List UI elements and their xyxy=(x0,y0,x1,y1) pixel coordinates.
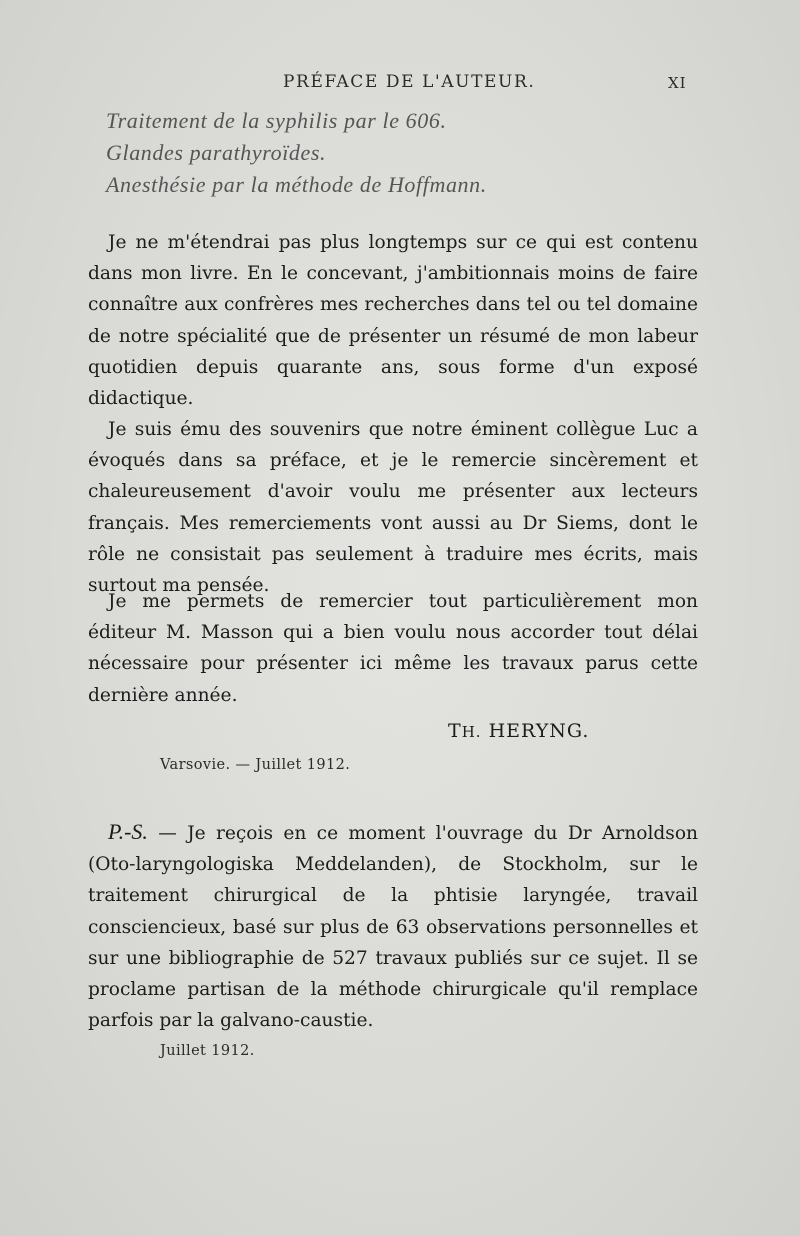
running-head xyxy=(0,72,800,98)
signature-initial: T xyxy=(448,720,462,742)
dateline: Varsovie. — Juillet 1912. xyxy=(160,757,351,773)
running-title: PRÉFACE DE L'AUTEUR. xyxy=(283,72,536,92)
postscript-text: — Je reçois en ce moment l'ouvrage du Dr Arnoldson (Oto-laryngologiska Meddelanden), de Stockholm, sur le traitement chirurgical de la phtisie laryngée, travail consciencieux, basé sur plus de 63 observations personnelles et sur une bibliographie de 527 travaux publiés sur ce sujet. Il se proclame partisan de la méthode chirurgicale qu'il remplace parfois par la galvano-caustie. xyxy=(88,823,698,1032)
signature-name: HERYNG. xyxy=(488,720,590,742)
paragraph: Je suis ému des souvenirs que notre éminent collègue Luc a évoqués dans sa préface, et je le remercie sincèrement et chaleureusement d'avoir voulu me présenter aux lecteurs français. Mes remerciements vont aussi au Dr Siems, dont le rôle ne consistait pas seulement à traduire mes écrits, mais surtout ma pensée. xyxy=(88,419,698,597)
signature xyxy=(448,720,589,742)
postscript-label: P.-S. xyxy=(108,819,148,844)
signature-initial-small: H. xyxy=(461,723,482,741)
page-number: XI xyxy=(668,74,687,92)
postscript xyxy=(88,816,698,1036)
topic-line: Anesthésie par la méthode de Hoffmann. xyxy=(106,172,487,197)
topic-line: Glandes parathyroïdes. xyxy=(106,140,327,165)
postscript-date: Juillet 1912. xyxy=(160,1043,255,1059)
paragraph: Je me permets de remercier tout particulièrement mon éditeur M. Masson qui a bien voulu nous accorder tout délai nécessaire pour présenter ici même les travaux parus cette dernière année. xyxy=(88,591,698,706)
topic-line: Traitement de la syphilis par le 606. xyxy=(106,108,447,133)
paragraph: Je ne m'étendrai pas plus longtemps sur ce qui est contenu dans mon livre. En le concevant, j'ambitionnais moins de faire connaître aux confrères mes recherches dans tel ou tel domaine de notre spécialité que de présenter un résumé de mon labeur quotidien depuis quarante ans, sous forme d'un exposé didactique. xyxy=(88,232,698,410)
